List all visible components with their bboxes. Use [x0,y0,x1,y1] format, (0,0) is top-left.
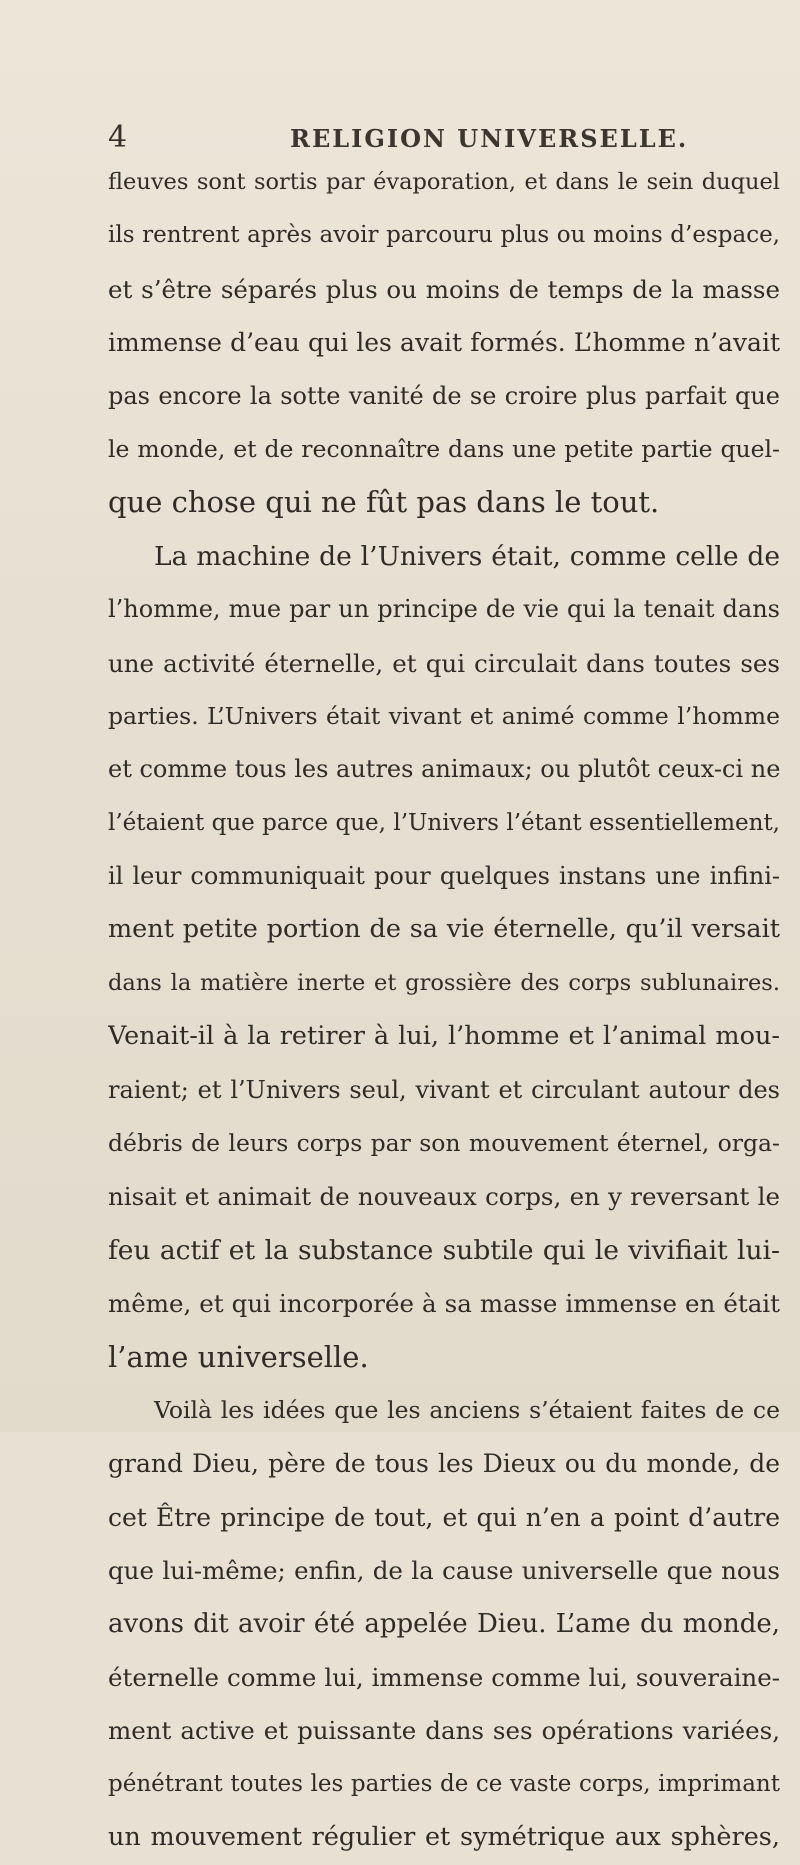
text-line: feu actif et la substance subtile qui le vivifiait lui- [108,1234,780,1266]
body-text [108,156,780,1865]
text-line: nisait et animait de nouveaux corps, en y reversant le [108,1182,780,1212]
text-line: éternelle comme lui, immense comme lui, souveraine- [108,1662,780,1692]
text-line: raient; et l’Univers seul, vivant et circulant autour des [108,1075,780,1104]
text-line: que chose qui ne fût pas dans le tout. [108,485,660,520]
text-line: et s’être séparés plus ou moins de temps de la masse [108,274,780,304]
text-line: fleuves sont sortis par évaporation, et dans le sein duquel [108,169,780,195]
running-title: RELIGION UNIVERSELLE. [290,124,689,153]
text-line: une activité éternelle, et qui circulait dans toutes ses [108,648,780,678]
text-line: l’ame universelle. [108,1339,369,1374]
text-line: débris de leurs corps par son mouvement éternel, orga- [108,1129,780,1158]
text-line: que lui-même; enfin, de la cause universelle que nous [108,1556,780,1586]
text-line: un mouvement régulier et symétrique aux sphères, [108,1822,780,1853]
page-number: 4 [108,120,128,155]
text-line: l’étaient que parce que, l’Univers l’étant essentiellement, [108,809,780,836]
text-line: ment petite portion de sa vie éternelle, qu’il versait [108,914,780,945]
text-line: ment active et puissante dans ses opérations variées, [108,1716,780,1746]
text-line: parties. L’Univers était vivant et animé comme l’homme [108,701,780,730]
text-line: même, et qui incorporée à sa masse immense en était [108,1289,780,1319]
text-line: immense d’eau qui les avait formés. L’homme n’avait [108,328,780,358]
text-line: et comme tous les autres animaux; ou plutôt ceux-ci ne [108,755,780,784]
page-header [0,118,800,158]
text-line: avons dit avoir été appelée Dieu. L’ame du monde, [108,1608,780,1639]
text-line: grand Dieu, père de tous les Dieux ou du monde, de [108,1449,780,1479]
text-line: dans la matière inerte et grossière des corps sublunaires. [108,969,780,996]
text-line: pénétrant toutes les parties de ce vaste corps, imprimant [108,1770,780,1797]
text-line: le monde, et de reconnaître dans une petite partie quel- [108,434,780,463]
text-line: il leur communiquait pour quelques instans une infini- [108,862,780,891]
text-line: cet Être principe de tout, et qui n’en a point d’autre [108,1502,780,1532]
text-line: La machine de l’Univers était, comme celle de [154,540,780,572]
text-line: Venait-il à la retirer à lui, l’homme et l’animal mou- [108,1021,780,1052]
text-line: Voilà les idées que les anciens s’étaient faites de ce [154,1395,780,1424]
text-line: pas encore la sotte vanité de se croire plus parfait que [108,381,780,410]
text-line: l’homme, mue par un principe de vie qui la tenait dans [108,595,780,624]
text-line: ils rentrent après avoir parcouru plus ou moins d’espace, [108,222,780,249]
